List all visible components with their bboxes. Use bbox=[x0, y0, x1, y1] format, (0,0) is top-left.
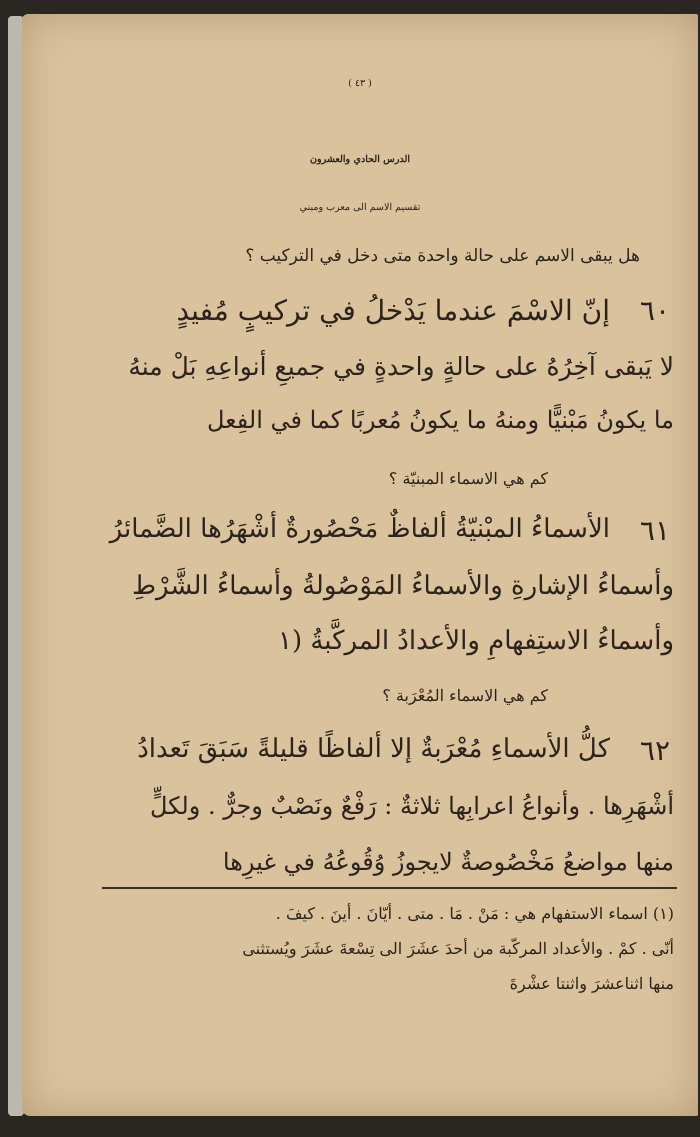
page-number: ( ٤٣ ) bbox=[348, 78, 372, 89]
paragraph-60-line-1: إنّ الاسْمَ عندما يَدْخلُ في تركيبٍ مُفيدٍ bbox=[176, 294, 610, 327]
paragraph-number-60: ٦٠ bbox=[639, 294, 670, 327]
paragraph-62-line-3: منها مواضعُ مَخْصُوصةٌ لايجوزُ وُقُوعُهُ في غيرِها bbox=[222, 848, 674, 876]
footnote-line-2: أنّى . كمْ . والأعداد المركّبة من أحدَ عشَرَ الى تِسْعةَ عشَرَ ويُستثنى bbox=[242, 939, 674, 958]
paragraph-62-line-2: أشْهَرِها . وأنواعُ اعرابِها ثلاثةٌ : رَفْعٌ ونَصْبٌ وجرٌّ . ولكلٍّ bbox=[150, 792, 674, 820]
paragraph-60-line-2: لا يَبقى آخِرُهُ على حالةٍ واحدةٍ في جميعِ أنواعِهِ بَلْ منهُ bbox=[128, 352, 674, 381]
question-62: كم هي الاسماء المُعْرَبة ؟ bbox=[382, 686, 548, 705]
paragraph-60-line-3: ما يكونُ مَبْنيًّا ومنهُ ما يكونُ مُعربًا كما في الفِعل bbox=[207, 406, 674, 434]
book-page bbox=[22, 14, 698, 1116]
question-60: هل يبقى الاسم على حالة واحدة متى دخل في التركيب ؟ bbox=[245, 246, 640, 266]
lesson-title: الدرس الحادي والعشرون bbox=[309, 154, 411, 165]
paragraph-number-62: ٦٢ bbox=[639, 734, 670, 767]
footnote-divider bbox=[102, 887, 677, 889]
footnote-line-3: منها اثناعشرَ واثنتا عشْرةَ bbox=[509, 974, 674, 993]
paragraph-61-line-1: الأسماءُ المبْنيّةُ ألفاظٌ مَحْصُورةٌ أشْهَرُها الضَّمائرُ bbox=[109, 514, 610, 544]
paragraph-61-line-3: وأسماءُ الاستِفهامِ والأعدادُ المركَّبةُ (١ bbox=[277, 626, 674, 656]
paragraph-number-61: ٦١ bbox=[639, 514, 670, 547]
question-61: كم هي الاسماء المبنيّة ؟ bbox=[388, 469, 548, 488]
footnote-line-1: (١) اسماء الاستفهام هي : مَنْ . مَا . متى . أيّانَ . أينَ . كيفَ . bbox=[275, 904, 674, 923]
paragraph-61-line-2: وأسماءُ الإشارةِ والأسماءُ المَوْصُولةُ وأسماءُ الشَّرْطِ bbox=[131, 571, 674, 601]
lesson-subtitle: تقسيم الاسم الى معرب ومبني bbox=[299, 202, 421, 213]
paragraph-62-line-1: كلُّ الأسماءِ مُعْرَبةٌ إلا ألفاظًا قليلةً سَبَقَ تَعدادُ bbox=[137, 734, 610, 764]
